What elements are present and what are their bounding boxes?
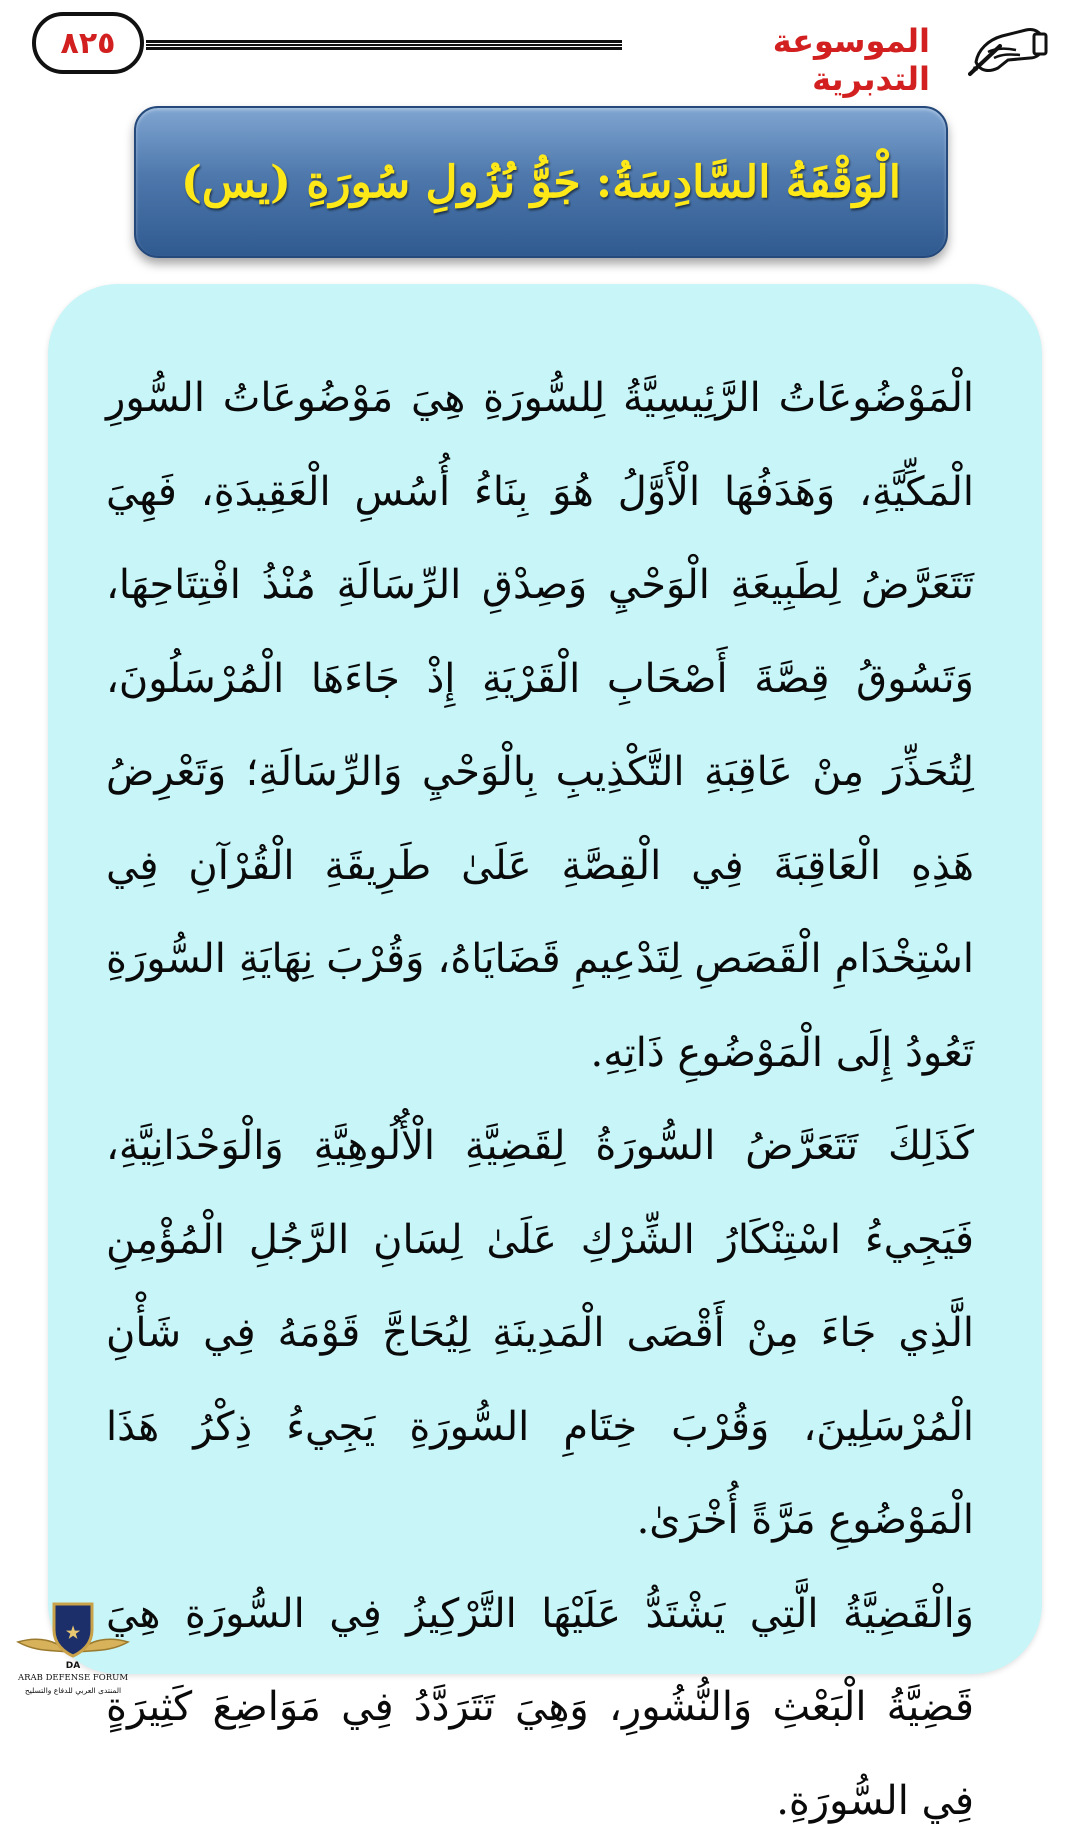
paragraph: الْمَوْضُوعَاتُ الرَّئِيسِيَّةُ لِلسُّورَةِ هِيَ مَوْضُوعَاتُ السُّورِ الْمَكِّيَّةِ، وَهَدَفُهَا الْأَوَّلُ هُوَ بِنَاءُ أُسُسِ الْعَقِيدَةِ، فَهِيَ تَتَعَرَّضُ لِطَبِيعَةِ الْوَحْيِ وَصِدْقِ الرِّسَالَةِ مُنْذُ افْتِتَاحِهَا، وَتَسُوقُ قِصَّةَ أَصْحَابِ الْقَرْيَةِ إِذْ جَاءَهَا الْمُرْسَلُونَ، لِتُحَذِّرَ مِنْ عَاقِبَةِ التَّكْذِيبِ بِالْوَحْيِ وَالرِّسَالَةِ؛ وَتَعْرِضُ هَذِهِ الْعَاقِبَةَ فِي الْقِصَّةِ عَلَىٰ طَرِيقَةِ الْقُرْآنِ فِي اسْتِخْدَامِ الْقَصَصِ لِتَدْعِيمِ قَضَايَاهُ، وَقُرْبَ نِهَايَةِ السُّورَةِ تَعُودُ إِلَى الْمَوْضُوعِ ذَاتِهِ. [106,352,974,1100]
logo-letters: DA [66,1661,80,1671]
paragraph: وَالْقَضِيَّةُ الَّتِي يَشْتَدُّ عَلَيْهَا التَّرْكِيزُ فِي السُّورَةِ هِيَ قَضِيَّةُ الْبَعْثِ وَالنُّشُورِ، وَهِيَ تَتَرَدَّدُ فِي مَوَاضِعَ كَثِيرَةٍ فِي السُّورَةِ. [106,1568,974,1848]
forum-logo [8,1596,138,1700]
section-title: الْوَقْفَةُ السَّادِسَةُ: جَوُّ نُزُولِ سُورَةِ (يس) [181,157,901,208]
page-number: ٨٢٥ [61,26,116,61]
logo-text-en: ARAB DEFENSE FORUM [17,1673,128,1683]
svg-text:★: ★ [66,1623,81,1642]
paragraph: كَذَلِكَ تَتَعَرَّضُ السُّورَةُ لِقَضِيَّةِ الْأُلُوهِيَّةِ وَالْوَحْدَانِيَّةِ، فَيَجِيءُ اسْتِنْكَارُ الشِّرْكِ عَلَىٰ لِسَانِ الرَّجُلِ الْمُؤْمِنِ الَّذِي جَاءَ مِنْ أَقْصَى الْمَدِينَةِ لِيُحَاجَّ قَوْمَهُ فِي شَأْنِ الْمُرْسَلِينَ، وَقُرْبَ خِتَامِ السُّورَةِ يَجِيءُ ذِكْرُ هَذَا الْمَوْضُوعِ مَرَّةً أُخْرَىٰ. [106,1100,974,1568]
logo-text-ar: المنتدى العربي للدفاع والتسليح [25,1686,121,1695]
header-rule [146,40,622,50]
writing-hand-icon [968,22,1048,78]
body-text [106,352,974,1848]
page-number-badge [32,12,144,74]
section-banner [134,106,948,258]
book-title: الموسوعة التدبرية [650,22,930,98]
